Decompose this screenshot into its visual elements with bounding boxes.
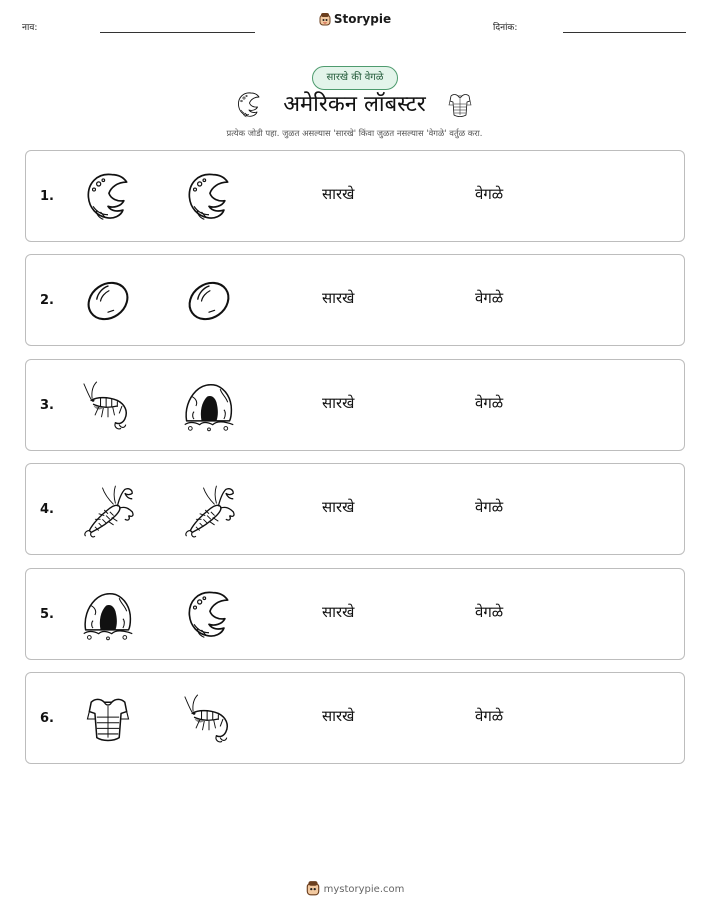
question-number: 6. — [40, 711, 54, 726]
different-option[interactable]: वेगळे — [475, 393, 504, 412]
footer-url[interactable]: mystorypie.com — [323, 884, 405, 895]
question-row — [25, 672, 685, 764]
lobster-icon — [80, 482, 136, 538]
question-number: 5. — [40, 606, 54, 622]
claw-icon — [181, 169, 237, 225]
different-option[interactable]: वेगळे — [475, 185, 504, 203]
footer — [0, 880, 709, 896]
different-option[interactable]: वेगळे — [475, 707, 504, 725]
brand-name: Storypie — [333, 12, 392, 26]
different-option[interactable]: वेगळे — [475, 602, 504, 621]
storypie-mascot-icon — [318, 12, 332, 26]
instruction-text: प्रत्येक जोडी पहा. जुळत असल्यास 'सारखे' किंवा जुळत नसल्यास 'वेगळे' वर्तुळ करा. — [226, 128, 483, 138]
same-option[interactable]: सारखे — [322, 289, 355, 308]
shrimp-icon — [181, 691, 237, 747]
egg-icon — [80, 273, 136, 329]
question-row — [25, 359, 685, 451]
date-label: दिनांक: — [493, 23, 518, 33]
egg-icon — [181, 273, 237, 329]
question-row — [25, 254, 685, 346]
storypie-mascot-icon — [305, 880, 321, 896]
brand-logo — [0, 12, 709, 26]
cave-icon — [80, 587, 136, 643]
question-number: 1. — [40, 189, 54, 204]
date-line[interactable] — [563, 32, 686, 33]
page-title: अमेरिकन लॉबस्टर — [283, 92, 426, 117]
shrimp-icon — [80, 378, 136, 434]
claw-icon — [80, 169, 136, 225]
worksheet-type-badge: सारखे की वेगळे — [312, 66, 398, 90]
same-option[interactable]: सारखे — [322, 393, 355, 412]
question-number: 3. — [40, 397, 54, 413]
claw-icon — [181, 587, 237, 643]
question-number: 4. — [40, 502, 54, 518]
title-row — [0, 88, 709, 124]
worksheet-header — [0, 0, 709, 50]
same-option[interactable]: सारखे — [322, 185, 355, 203]
different-option[interactable]: वेगळे — [475, 498, 504, 517]
lobster-icon — [181, 482, 237, 538]
question-row — [25, 568, 685, 660]
name-label: नाव: — [22, 23, 38, 33]
name-line[interactable] — [100, 32, 255, 33]
same-option[interactable]: सारखे — [322, 707, 355, 725]
same-option[interactable]: सारखे — [322, 602, 355, 621]
same-option[interactable]: सारखे — [322, 498, 355, 517]
armor-icon — [80, 691, 136, 747]
armor-icon — [445, 90, 475, 120]
question-row — [25, 463, 685, 555]
question-number: 2. — [40, 293, 54, 309]
claw-icon — [234, 90, 264, 120]
cave-icon — [181, 378, 237, 434]
question-row — [25, 150, 685, 242]
different-option[interactable]: वेगळे — [475, 289, 504, 308]
